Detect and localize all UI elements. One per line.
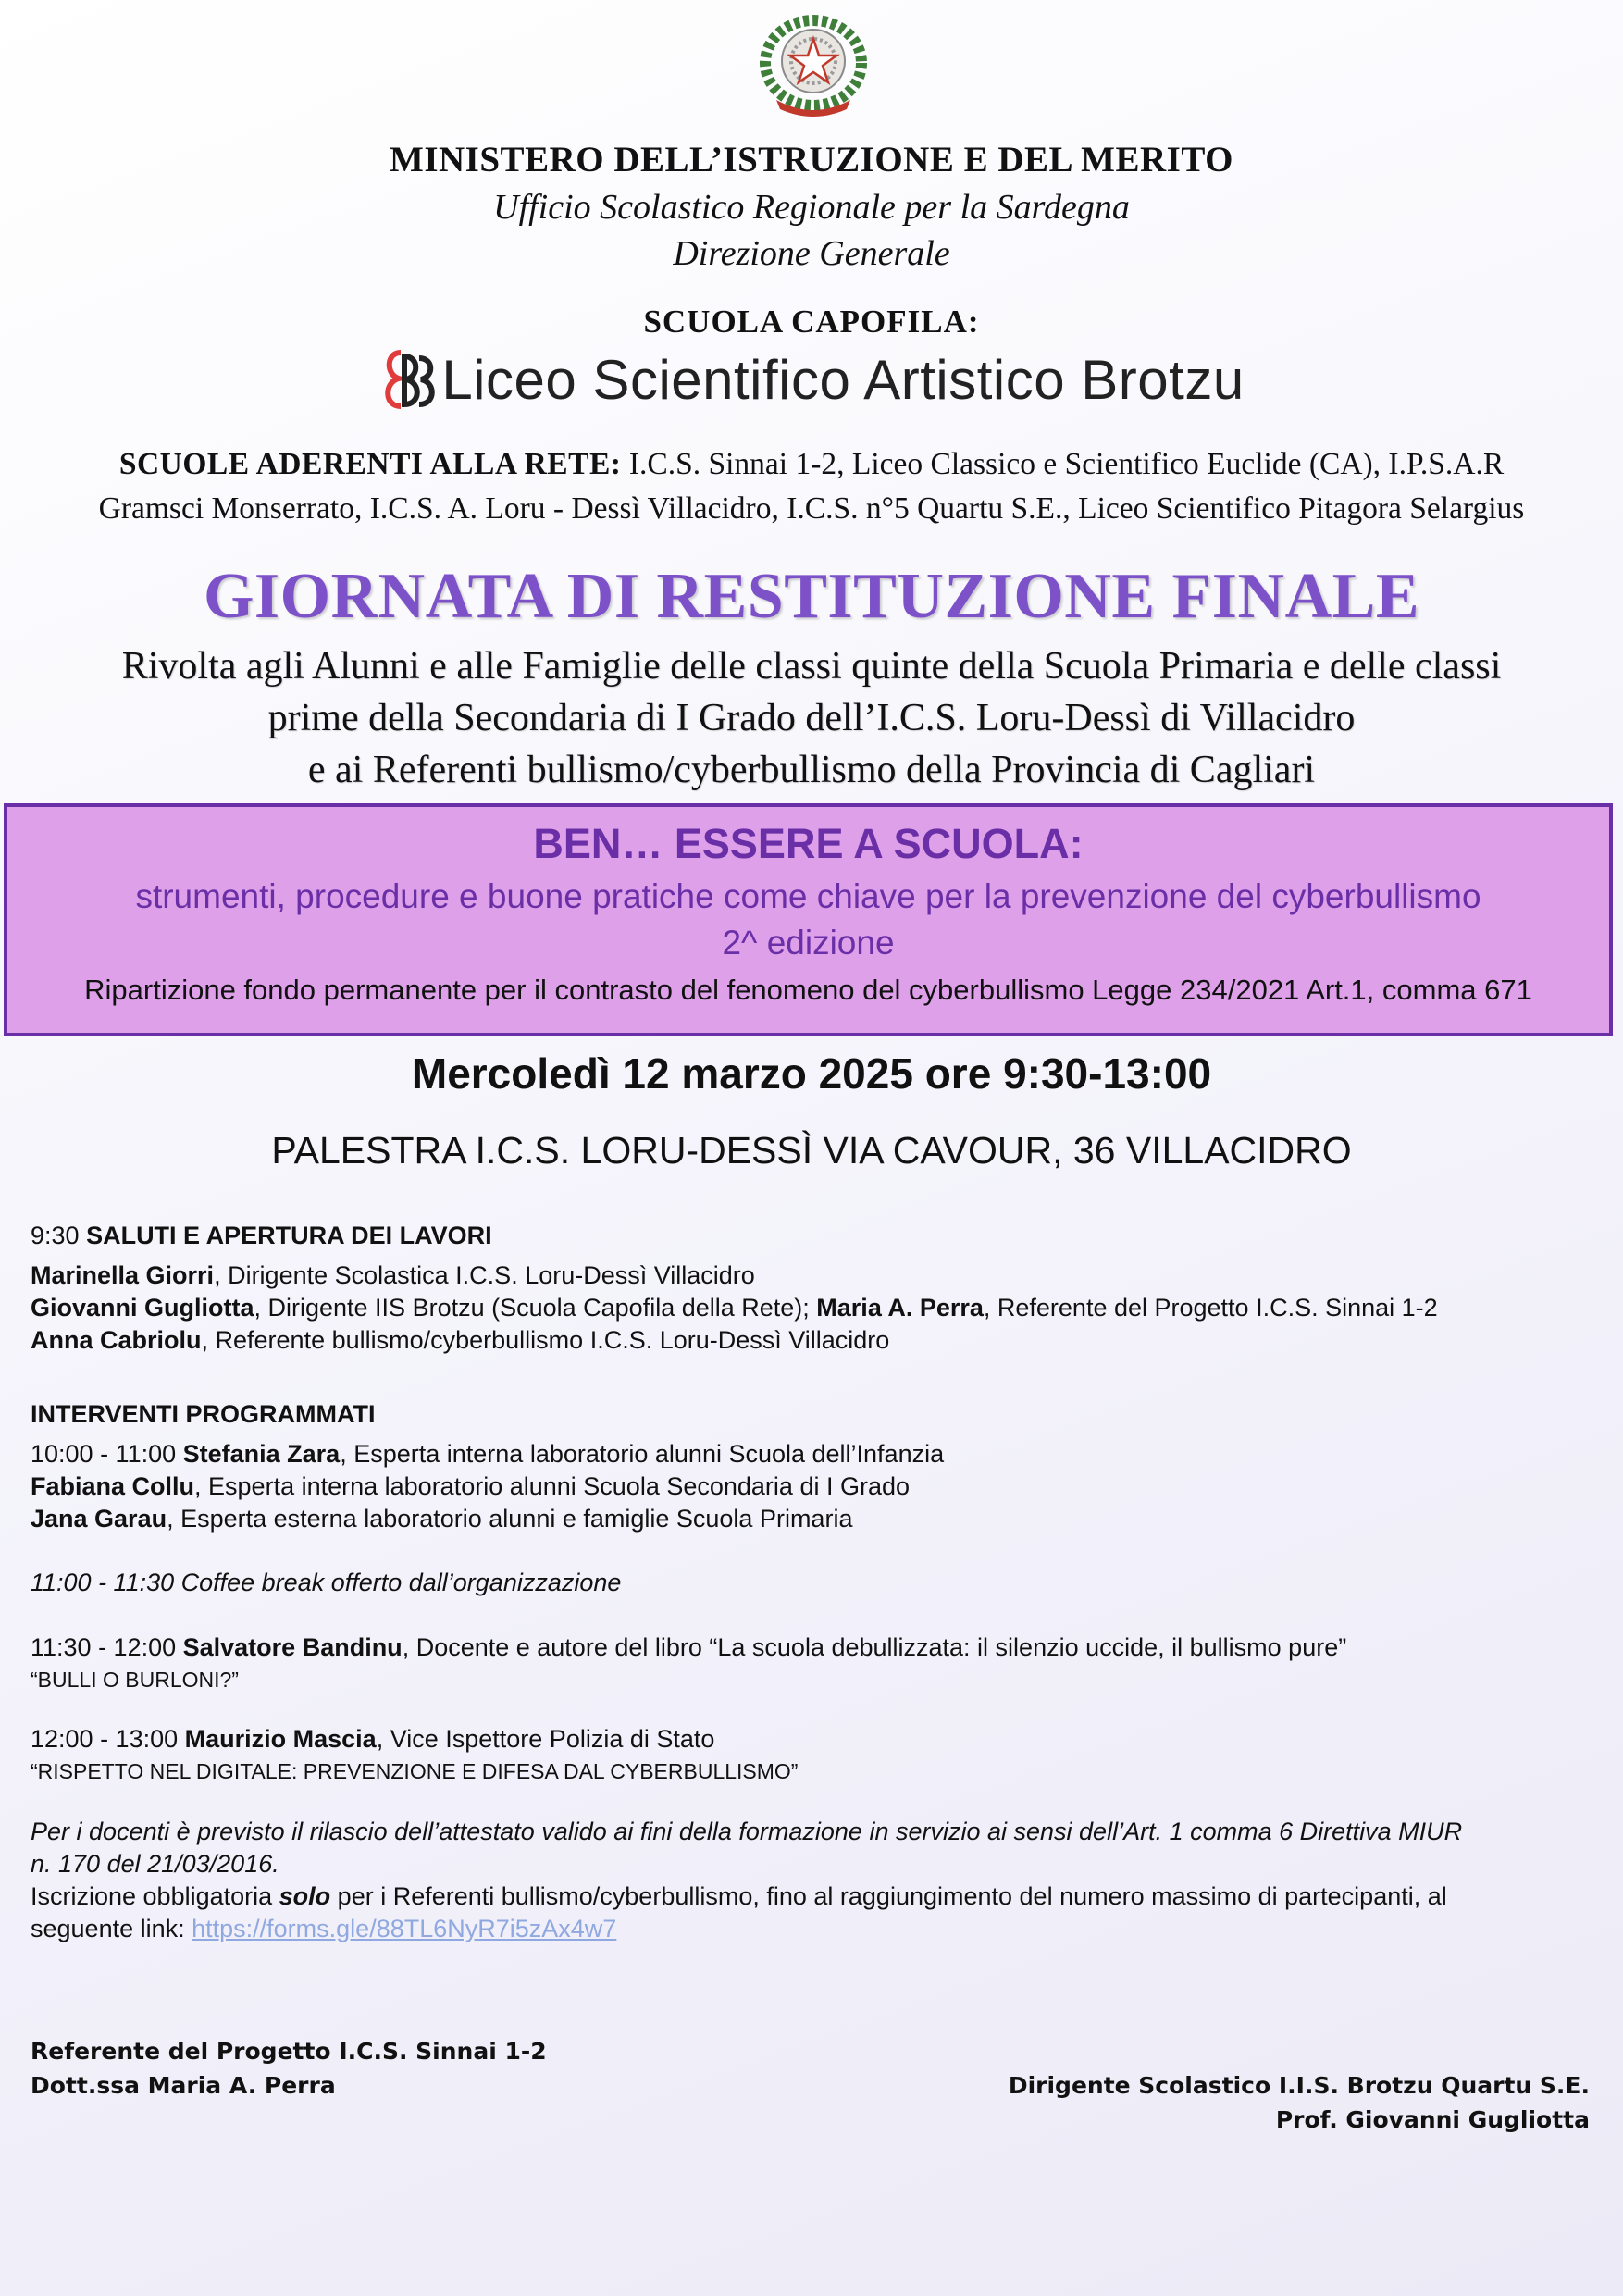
coffee-break: 11:00 - 11:30 Coffee break offerto dall’organizzazione xyxy=(31,1569,622,1596)
speaker-name: Maria A. Perra xyxy=(816,1294,984,1322)
greeting-speakers xyxy=(31,1260,1604,1357)
speaker-role: , Esperta interna laboratorio alunni Scuola dell’Infanzia xyxy=(340,1440,945,1468)
interventions-list xyxy=(31,1438,1604,1535)
talk-time: 12:00 - 13:00 xyxy=(31,1725,185,1753)
talk-1 xyxy=(31,1632,1604,1696)
network-label: SCUOLE ADERENTI ALLA RETE: xyxy=(118,447,622,481)
speaker-row xyxy=(31,1260,1604,1292)
talk-2 xyxy=(31,1723,1604,1788)
event-title: GIORNATA DI RESTITUZIONE FINALE xyxy=(203,561,1420,632)
signature-role: Referente del Progetto I.C.S. Sinnai 1-2 xyxy=(31,2038,547,2065)
registration-note xyxy=(31,1880,1604,1945)
signature-name: Dott.ssa Maria A. Perra xyxy=(31,2072,336,2099)
certificate-note xyxy=(31,1816,1604,1880)
direction: Direzione Generale xyxy=(673,234,950,273)
lead-school-name: Liceo Scientifico Artistico Brotzu xyxy=(441,348,1245,411)
network-schools-line2: Gramsci Monserrato, I.C.S. A. Loru - Dessì Villacidro, I.C.S. n°5 Quartu S.E., Liceo Scientifico Pitagora Selargius xyxy=(98,491,1525,526)
intervention-row xyxy=(31,1503,1604,1535)
project-title: BEN… ESSERE A SCUOLA: xyxy=(533,820,1084,867)
certificate-line2: n. 170 del 21/03/2016. xyxy=(31,1850,279,1878)
opening-time: 9:30 xyxy=(31,1222,87,1249)
event-place: PALESTRA I.C.S. LORU-DESSÌ VIA CAVOUR, 36 VILLACIDRO xyxy=(271,1129,1352,1172)
speaker-name: Anna Cabriolu xyxy=(31,1326,202,1354)
signature-left xyxy=(31,2034,547,2103)
lead-school-label: SCUOLA CAPOFILA: xyxy=(643,304,980,340)
network-schools-line1: I.C.S. Sinnai 1-2, Liceo Classico e Scientifico Euclide (CA), I.P.S.A.R xyxy=(621,447,1505,481)
signature-role: Dirigente Scolastico I.I.S. Brotzu Quartu S.E. xyxy=(1008,2072,1590,2099)
audience-line3: e ai Referenti bullismo/cyberbullismo della Provincia di Cagliari xyxy=(307,749,1316,791)
intervention-time: 10:00 - 11:00 xyxy=(31,1440,183,1468)
speaker-role: , Referente del Progetto I.C.S. Sinnai 1-2 xyxy=(983,1294,1438,1322)
event-date: Mercoledì 12 marzo 2025 ore 9:30-13:00 xyxy=(411,1049,1212,1098)
audience-line1: Rivolta agli Alunni e alle Famiglie delle classi quinte della Scuola Primaria e delle classi xyxy=(121,645,1502,688)
project-subtitle xyxy=(7,874,1609,966)
speaker-role: , Esperta interna laboratorio alunni Scuola Secondaria di I Grado xyxy=(194,1472,910,1500)
certificate-line1: Per i docenti è previsto il rilascio dell’attestato valido ai fini della formazione in servizio ai sensi dell’Art. 1 comma 6 Direttiva MIUR xyxy=(31,1818,1463,1845)
interventions-title: INTERVENTI PROGRAMMATI xyxy=(31,1400,376,1428)
speaker-role: , Esperta esterna laboratorio alunni e famiglie Scuola Primaria xyxy=(167,1505,853,1533)
speaker-role: , Dirigente Scolastica I.C.S. Loru-Dessì Villacidro xyxy=(214,1261,755,1289)
opening-heading xyxy=(31,1220,1604,1252)
speaker-row xyxy=(31,1324,1604,1357)
speaker-name: Fabiana Collu xyxy=(31,1472,195,1500)
registration-text: seguente link: xyxy=(31,1915,192,1942)
talk-title: “RISPETTO NEL DIGITALE: PREVENZIONE E DIFESA DAL CYBERBULLISMO” xyxy=(31,1759,799,1783)
intervention-row xyxy=(31,1438,1604,1471)
registration-text: Iscrizione obbligatoria xyxy=(31,1882,279,1910)
talk-title: “BULLI O BURLONI?” xyxy=(31,1668,239,1692)
brotzu-logo-icon xyxy=(378,347,440,412)
registration-text: per i Referenti bullismo/cyberbullismo, fino al raggiungimento del numero massimo di partecipanti, al xyxy=(330,1882,1447,1910)
speaker-name: Marinella Giorri xyxy=(31,1261,215,1289)
funding-law: Ripartizione fondo permanente per il contrasto del fenomeno del cyberbullismo Legge 234/2021 Art.1, comma 671 xyxy=(84,974,1532,1006)
intervention-row xyxy=(31,1471,1604,1503)
speaker-name: Stefania Zara xyxy=(182,1440,341,1468)
network-schools xyxy=(19,442,1604,531)
speaker-row xyxy=(31,1292,1604,1324)
project-box xyxy=(4,803,1613,1036)
interventions-heading xyxy=(31,1398,1604,1431)
audience-line2: prime della Secondaria di I Grado dell’I.C.S. Loru-Dessì di Villacidro xyxy=(267,697,1356,739)
event-audience xyxy=(0,640,1623,796)
speaker-role: , Dirigente IIS Brotzu (Scuola Capofila della Rete); xyxy=(254,1294,817,1322)
registration-emphasis: solo xyxy=(279,1882,331,1910)
speaker-name: Giovanni Gugliotta xyxy=(31,1294,254,1322)
regional-office: Ufficio Scolastico Regionale per la Sardegna xyxy=(493,188,1130,227)
lead-school-banner xyxy=(0,347,1623,412)
project-edition: 2^ edizione xyxy=(722,924,895,962)
project-subtitle-line1: strumenti, procedure e buone pratiche come chiave per la prevenzione del cyberbullismo xyxy=(135,877,1481,915)
speaker-role: , Referente bullismo/cyberbullismo I.C.S. Loru-Dessì Villacidro xyxy=(201,1326,890,1354)
registration-link[interactable]: https://forms.gle/88TL6NyR7i5zAx4w7 xyxy=(192,1915,617,1942)
speaker-role: , Vice Ispettore Polizia di Stato xyxy=(376,1725,715,1753)
speaker-role: , Docente e autore del libro “La scuola debullizzata: il silenzio uccide, il bullismo pure” xyxy=(402,1633,1347,1661)
italian-republic-emblem-icon xyxy=(756,11,871,117)
signature-name: Prof. Giovanni Gugliotta xyxy=(1275,2106,1590,2133)
ministry-name: MINISTERO DELL’ISTRUZIONE E DEL MERITO xyxy=(390,140,1233,180)
speaker-name: Salvatore Bandinu xyxy=(182,1633,403,1661)
speaker-name: Jana Garau xyxy=(31,1505,167,1533)
speaker-name: Maurizio Mascia xyxy=(184,1725,377,1753)
opening-title: SALUTI E APERTURA DEI LAVORI xyxy=(86,1222,492,1249)
talk-time: 11:30 - 12:00 xyxy=(31,1633,183,1661)
signature-right xyxy=(1009,2068,1590,2137)
